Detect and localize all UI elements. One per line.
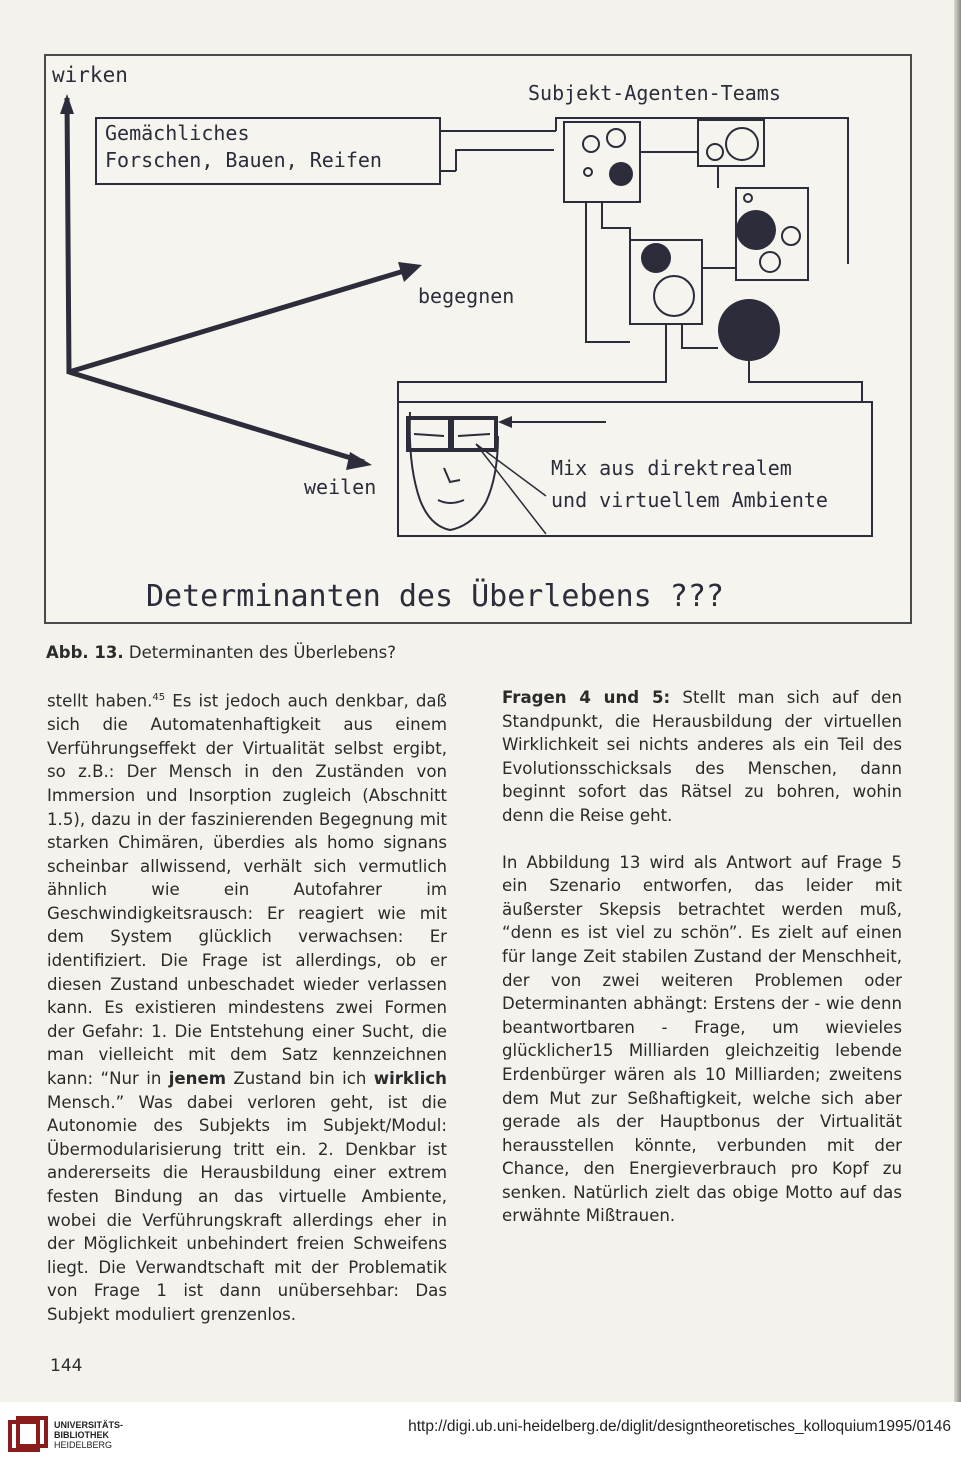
source-url-link[interactable]: http://digi.ub.uni-heidelberg.de/diglit/designtheoretisches_kolloquium1995/0146	[408, 1418, 951, 1435]
ambient-connector-right	[749, 361, 862, 402]
left-text: Zustand bin ich	[226, 1069, 374, 1089]
library-line: UNIVERSITÄTS-	[54, 1420, 124, 1430]
right-column	[502, 686, 902, 1228]
connector-mid	[456, 150, 554, 171]
label-teams: Subjekt-Agenten-Teams	[528, 81, 781, 105]
library-line: BIBLIOTHEK	[54, 1430, 109, 1440]
agent-circle-filled	[736, 210, 776, 250]
axis-begegnen-line	[69, 268, 414, 372]
ambient-pointer-arrowhead	[498, 416, 512, 428]
axis-weilen-arrowhead	[346, 452, 372, 470]
page-edge	[954, 0, 961, 1474]
left-text: Mensch.” Was dabei verloren geht, ist die Autonomie des Subjekts im Subjekt/Modul: Übermodularisierung tritt ein. 2. Denkbar ist andererseits die Herausbildung einer extrem festen Bindung an das virtuelle Ambiente, wobei die Verführungskraft allerdings eher in der Möglichkeit unbehindert freien Schweifens liegt. Die Verwandtschaft mit der Problematik von Frage 1 ist dann unübersehbar: Das Subjekt moduliert grenzenlos.	[47, 1092, 447, 1324]
agent-circle-filled	[609, 162, 633, 186]
figure-caption	[46, 643, 396, 662]
axis-wirken-line	[67, 98, 69, 374]
axis-wirken-arrowhead	[60, 94, 74, 114]
team-box-1	[564, 122, 640, 202]
library-name	[54, 1420, 123, 1450]
left-emphasis: wirklich	[373, 1069, 447, 1089]
left-paragraph	[47, 686, 447, 1327]
label-wirken: wirken	[52, 63, 128, 87]
label-slow-line2: Forschen, Bauen, Reifen	[105, 148, 382, 172]
right-paragraph-1	[502, 686, 902, 828]
library-logo-icon	[8, 1416, 48, 1456]
left-emphasis: jenem	[168, 1069, 227, 1089]
agent-circle-filled	[718, 299, 780, 361]
left-text: stellt haben.	[47, 691, 153, 711]
agent-circle	[583, 136, 599, 152]
caption-text: Determinanten des Überlebens?	[128, 643, 396, 662]
label-begegnen: begegnen	[418, 284, 515, 308]
label-weilen: weilen	[304, 475, 377, 499]
label-mix-line2: und virtuellem Ambiente	[551, 488, 828, 512]
eye-left	[414, 434, 444, 436]
agent-circle	[654, 276, 694, 316]
eye-right	[458, 434, 490, 436]
figure-13	[44, 54, 912, 624]
ambient-connector-left	[398, 324, 666, 402]
label-slow-line1: Gemächliches	[105, 121, 250, 145]
digitization-footer	[0, 1402, 961, 1474]
agent-circle	[744, 194, 752, 202]
agent-circle	[707, 144, 723, 160]
figure-diagram	[46, 56, 910, 622]
figure-title: Determinanten des Überlebens ???	[146, 579, 724, 614]
agent-circle-filled	[641, 243, 671, 273]
agent-circle	[607, 129, 625, 147]
nose	[444, 468, 460, 482]
library-line: HEIDELBERG	[54, 1440, 113, 1450]
agent-circle	[726, 128, 758, 160]
team-connector	[586, 202, 630, 342]
mouth	[438, 500, 464, 503]
left-column	[47, 686, 447, 1327]
question-heading: Fragen 4 und 5:	[502, 688, 671, 707]
axis-weilen-line	[69, 372, 364, 462]
left-text: Es ist jedoch auch denkbar, daß sich die Automatenhaftigkeit aus einem Verführungseffekt der Virtualität selbst ergibt, so z.B.: Der Mensch in den Zuständen von Immersion und Insorption zugleich (Abschnitt 1.5), dazu in der faszinierenden Begegnung mit starken Chimären, überdies als homo signans scheinbar allwissend, verhält sich vermutlich ähnlich wie ein Autofahrer im Geschwindigkeitsrausch: Er reagiert wie mit dem System glücklich verwachsen: Er identifiziert. Die Frage ist allerdings, ob er diesen Zustand unbeschadet wieder verlassen kann. Es existieren mindestens zwei Formen der Gefahr: 1. Die Entstehung einer Sucht, die man vielleicht mit dem Satz kennzeichnen kann: “Nur in	[47, 691, 447, 1089]
vr-user-face	[408, 412, 498, 530]
footnote-ref: 45	[152, 692, 166, 703]
axis-begegnen-arrowhead	[398, 262, 422, 282]
agent-circle	[782, 227, 800, 245]
team-connector	[682, 324, 718, 348]
team-box-2	[698, 120, 764, 166]
page-number: 144	[50, 1356, 83, 1376]
label-mix-line1: Mix aus direktrealem	[551, 456, 792, 480]
caption-label: Abb. 13.	[46, 643, 124, 662]
right-paragraph-2: In Abbildung 13 wird als Antwort auf Frage 5 ein Szenario entworfen, das leider mit äußerster Skepsis betrachtet werden muß, “denn es ist viel zu schön”. Es zielt auf einen für lange Zeit stabilen Zustand der Menschheit, der von zwei weiteren Problemen oder Determinanten abhängt: Erstens der - wie denn beantwortbaren - Frage, um wievieles glücklicher15 Milliarden gleichzeitig lebende Erdenbürger wären als 10 Milliarden; zweitens dem Mut zur Seßhaftigkeit, welche sich aber gerade als der Hauptbonus der Virtualität herausstellen könnte, verbunden mit der Chance, den Energieverbrauch pro Kopf zu senken. Natürlich zielt das obige Motto auf das erwähnte Mißtrauen.	[502, 852, 902, 1226]
agent-circle	[584, 168, 592, 176]
right-text: Stellt man sich auf den Standpunkt, die Herausbildung der virtuellen Wirklichkeit sei nichts anderes als ein Teil des Evolutionsschicksals des Menschen, dann beginnt sofort das Rätsel zu bohren, wohin denn die Reise geht.	[502, 688, 902, 825]
agent-circle	[760, 252, 780, 272]
team-connector	[602, 202, 630, 240]
